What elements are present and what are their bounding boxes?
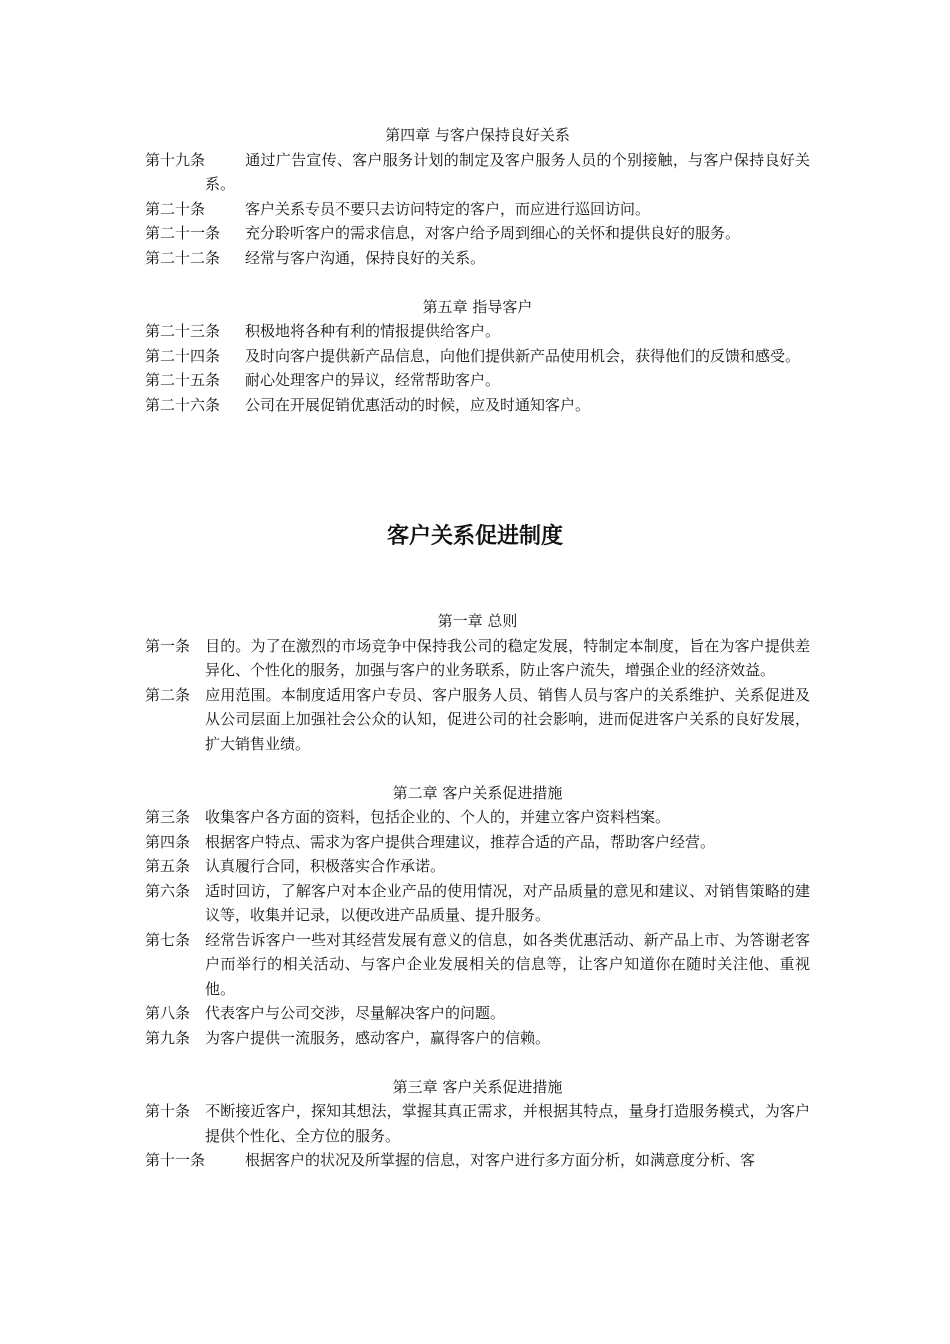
article-text: 经常与客户沟通，保持良好的关系。 [245, 248, 486, 267]
article-text: 公司在开展促销优惠活动的时候，应及时通知客户。 [245, 395, 591, 414]
article-number: 第二十四条 [145, 346, 221, 365]
article-text: 认真履行合同，积极落实合作承诺。 [205, 857, 446, 875]
article-text: 客户关系专员不要只去访问特定的客户，而应进行巡回访问。 [245, 199, 651, 218]
article-text: 代表客户与公司交涉，尽量解决客户的问题。 [205, 1004, 506, 1022]
article-1 [145, 634, 810, 683]
spacer [145, 1050, 810, 1075]
article-19 [145, 148, 810, 197]
article-11 [145, 1148, 810, 1173]
article-2 [145, 683, 810, 757]
spacer [145, 756, 810, 781]
article-text: 为客户提供一流服务，感动客户，赢得客户的信赖。 [205, 1028, 551, 1047]
article-4 [145, 830, 810, 855]
article-text: 根据客户特点、需求为客户提供合理建议，推荐合适的产品，帮助客户经营。 [205, 832, 716, 851]
article-text: 目的。为了在激烈的市场竞争中保持我公司的稳定发展，特制定本制度，旨在为客户提供差异化、个性化的服务，加强与客户的业务联系，防止客户流失，增强企业的经济效益。 [205, 636, 810, 679]
article-text: 收集客户各方面的资料，包括企业的、个人的，并建立客户资料档案。 [205, 808, 671, 826]
article-3 [145, 805, 810, 830]
article-number: 第九条 [145, 1028, 191, 1047]
article-number: 第二十二条 [145, 248, 221, 267]
spacer [145, 270, 810, 295]
section-b [145, 609, 810, 1173]
article-25 [145, 368, 810, 393]
chapter-5-heading: 第五章 指导客户 [422, 297, 533, 316]
article-10 [145, 1099, 810, 1148]
article-9 [145, 1026, 810, 1051]
article-number: 第一条 [145, 636, 191, 655]
article-8 [145, 1001, 810, 1026]
article-text: 不断接近客户，探知其想法，掌握其真正需求，并根据其特点，量身打造服务模式，为客户提供个性化、全方位的服务。 [205, 1102, 810, 1145]
article-text: 耐心处理客户的异议，经常帮助客户。 [245, 371, 501, 389]
article-6 [145, 879, 810, 928]
article-number: 第二条 [145, 685, 191, 704]
article-text: 及时向客户提供新产品信息，向他们提供新产品使用机会，获得他们的反馈和感受。 [245, 346, 801, 365]
chapter-2-heading: 第二章 客户关系促进措施 [392, 783, 563, 802]
article-text: 通过广告宣传、客户服务计划的制定及客户服务人员的个别接触，与客户保持良好关系。 [205, 150, 810, 193]
article-number: 第三条 [145, 808, 191, 826]
document-title: 客户关系促进制度 [386, 524, 563, 549]
article-7 [145, 928, 810, 1002]
article-number: 第六条 [145, 881, 191, 900]
article-number: 第二十三条 [145, 322, 221, 340]
article-number: 第八条 [145, 1004, 191, 1022]
article-number: 第十一条 [145, 1151, 206, 1169]
chapter-3-heading: 第三章 客户关系促进措施 [392, 1077, 563, 1096]
article-text: 根据客户的状况及所掌握的信息，对客户进行多方面分析，如满意度分析、客 [245, 1151, 756, 1169]
article-20 [145, 197, 810, 222]
article-number: 第二十条 [145, 199, 206, 218]
article-number: 第二十六条 [145, 395, 221, 414]
article-number: 第七条 [145, 930, 191, 949]
article-22 [145, 246, 810, 271]
article-text: 适时回访，了解客户对本企业产品的使用情况，对产品质量的意见和建议、对销售策略的建议等，收集并记录，以便改进产品质量、提升服务。 [205, 881, 810, 924]
article-number: 第五条 [145, 857, 191, 875]
article-24 [145, 344, 810, 369]
section-a [145, 123, 810, 417]
article-text: 充分聆听客户的需求信息，对客户给予周到细心的关怀和提供良好的服务。 [245, 224, 741, 242]
article-21 [145, 221, 810, 246]
article-5 [145, 854, 810, 879]
article-text: 应用范围。本制度适用客户专员、客户服务人员、销售人员与客户的关系维护、关系促进及从公司层面上加强社会公众的认知，促进公司的社会影响，进而促进客户关系的良好发展，扩大销售业绩。 [205, 685, 810, 753]
article-text: 经常告诉客户一些对其经营发展有意义的信息，如各类优惠活动、新产品上市、为答谢老客户而举行的相关活动、与客户企业发展相关的信息等，让客户知道你在随时关注他、重视他。 [205, 930, 810, 998]
article-26 [145, 393, 810, 418]
article-number: 第四条 [145, 832, 191, 851]
article-text: 积极地将各种有利的情报提供给客户。 [245, 322, 501, 340]
article-number: 第二十一条 [145, 224, 221, 242]
chapter-1-heading: 第一章 总则 [437, 612, 518, 630]
chapter-4-heading: 第四章 与客户保持良好关系 [385, 126, 570, 144]
article-23 [145, 319, 810, 344]
article-number: 第二十五条 [145, 371, 221, 389]
article-number: 第十九条 [145, 150, 206, 169]
article-number: 第十条 [145, 1102, 191, 1120]
